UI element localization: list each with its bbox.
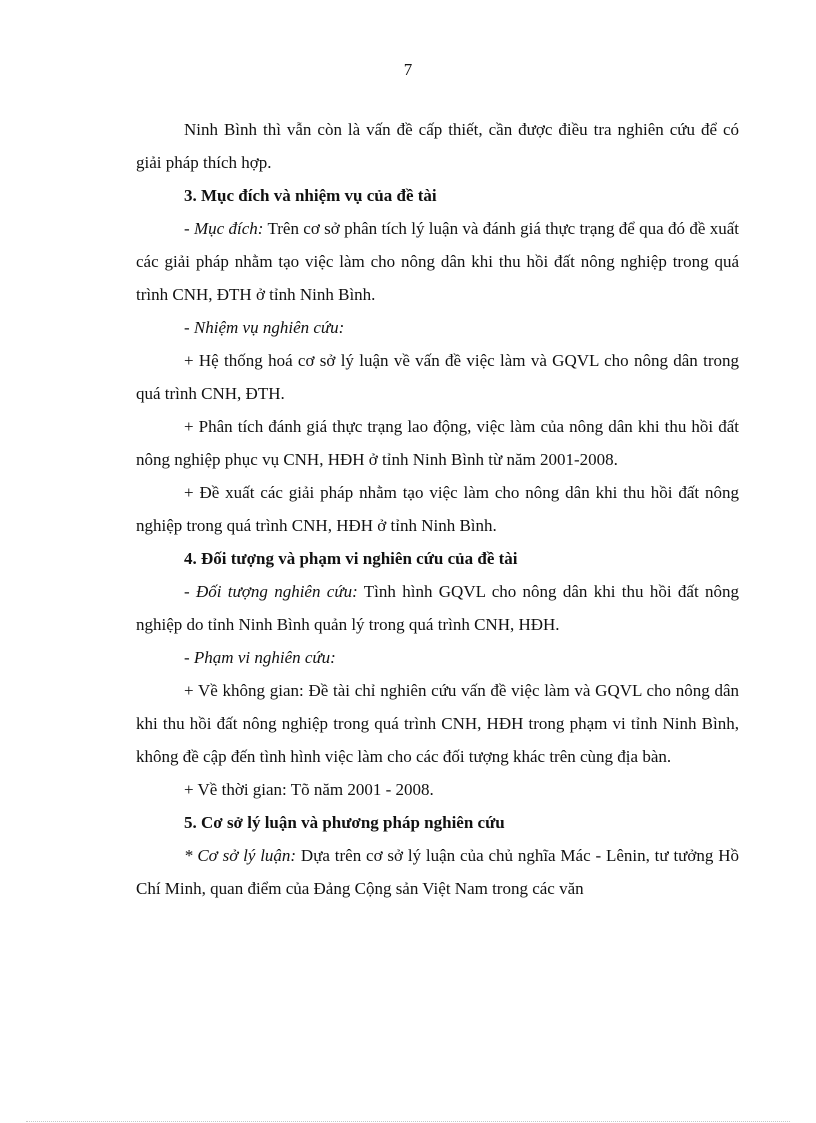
heading-section-5: 5. Cơ sở lý luận và phương pháp nghiên cứu — [184, 813, 505, 832]
paragraph-task-2: + Phân tích đánh giá thực trạng lao động, việc làm của nông dân khi thu hồi đất nông nghiệp phục vụ CNH, HĐH ở tỉnh Ninh Bình từ năm 2001-2008. — [136, 417, 739, 469]
heading-section-3: 3. Mục đích và nhiệm vụ của đề tài — [184, 186, 437, 205]
text-purpose: Trên cơ sở phân tích lý luận và đánh giá thực trạng để qua đó đề xuất các giải pháp nhằm tạo việc làm cho nông dân khi thu hồi đất nông nghiệp trong quá trình CNH, ĐTH ở tỉnh Ninh Bình. — [136, 219, 739, 304]
paragraph-task-3: + Đề xuất các giải pháp nhằm tạo việc làm cho nông dân khi thu hồi đất nông nghiệp trong quá trình CNH, HĐH ở tỉnh Ninh Bình. — [136, 483, 739, 535]
text-research-object: Tình hình GQVL cho nông dân khi thu hồi đất nông nghiệp do tỉnh Ninh Bình quản lý trong quá trình CNH, HĐH. — [136, 582, 739, 634]
paragraph-research-object — [136, 575, 739, 641]
paragraph-scope-time: + Về thời gian: Tõ năm 2001 - 2008. — [184, 780, 434, 799]
page-number: 7 — [403, 60, 413, 79]
heading-section-4: 4. Đối tượng và phạm vi nghiên cứu của đề tài — [184, 549, 518, 568]
document-body — [136, 113, 739, 905]
text-theory-basis: Dựa trên cơ sở lý luận của chủ nghĩa Mác - Lênin, tư tưởng Hồ Chí Minh, quan điểm của Đảng Cộng sản Việt Nam trong các văn — [136, 846, 739, 898]
paragraph-task-1: + Hệ thống hoá cơ sở lý luận về vấn đề việc làm và GQVL cho nông dân trong quá trình CNH, ĐTH. — [136, 351, 739, 403]
label-tasks: - Nhiệm vụ nghiên cứu: — [184, 318, 345, 337]
paragraph-scope-space: + Về không gian: Đề tài chỉ nghiên cứu vấn đề việc làm và GQVL cho nông dân khi thu hồi đất nông nghiệp trong quá trình CNH, HĐH trong phạm vi tỉnh Ninh Bình, không đề cập đến tình hình việc làm cho các đối tượng khác trên cùng địa bàn. — [136, 681, 739, 766]
label-research-object: - Đối tượng nghiên cứu: — [184, 582, 358, 601]
label-theory-basis: * Cơ sở lý luận: — [184, 846, 297, 865]
paragraph-tasks-label — [136, 311, 739, 344]
page-bottom-divider — [26, 1121, 790, 1122]
paragraph-intro-continuation: Ninh Bình thì vẫn còn là vấn đề cấp thiết, cần được điều tra nghiên cứu để có giải pháp thích hợp. — [136, 120, 739, 172]
paragraph-theory-basis — [136, 839, 739, 905]
label-scope: - Phạm vi nghiên cứu: — [184, 648, 336, 667]
label-purpose: - Mục đích: — [184, 219, 264, 238]
paragraph-purpose — [136, 212, 739, 311]
paragraph-scope-label — [136, 641, 739, 674]
